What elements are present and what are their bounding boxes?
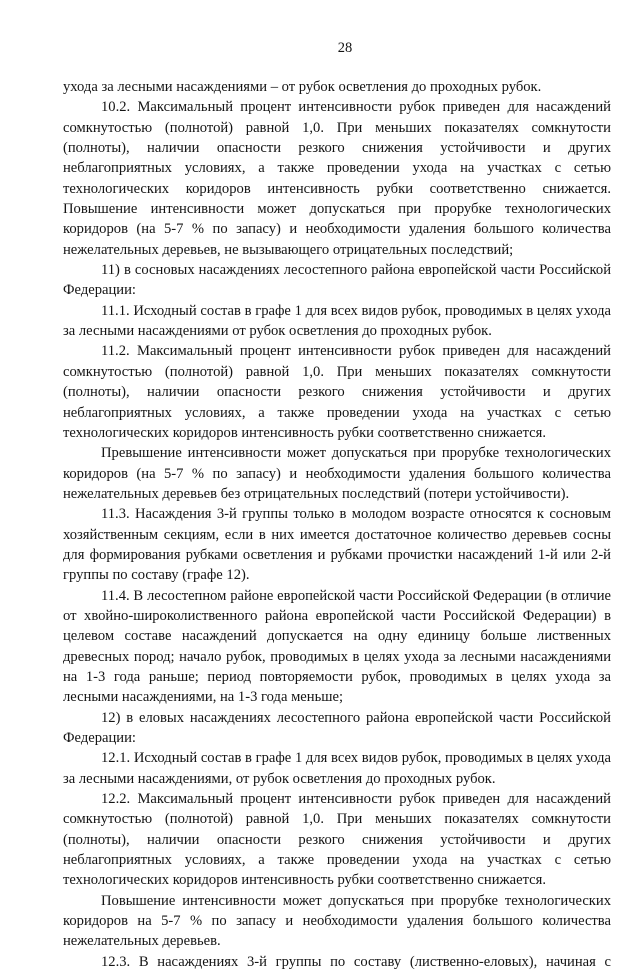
paragraph: Повышение интенсивности может допускаться при прорубке технологических коридоров на 5-7 % по запасу и необходимости удаления большого количества нежелательных деревьев.: [63, 892, 611, 950]
paragraph: Превышение интенсивности может допускаться при прорубке технологических коридоров (на 5-7 % по запасу) и необходимости удаления большого количества нежелательных деревьев без отрицательных последствий (потери устойчивости).: [63, 445, 611, 502]
paragraph: 11) в сосновых насаждениях лесостепного района европейской части Российской Федерации:: [63, 262, 611, 299]
paragraph: 11.2. Максимальный процент интенсивности рубок приведен для насаждений сомкнутостью (полнотой) равной 1,0. При меньших показателях сомкнутости (полноты), наличии опасности резкого снижения устойчивости и других неблагоприятных условиях, а также проведении ухода на участках с сетью технологических коридоров интенсивность рубки соответственно снижается.: [63, 343, 611, 441]
document-body: [63, 77, 611, 972]
paragraph: 12.1. Исходный состав в графе 1 для всех видов рубок, проводимых в целях ухода за лесными насаждениями, от рубок осветления до проходных рубок.: [63, 750, 611, 787]
paragraph: 11.3. Насаждения 3-й группы только в молодом возрасте относятся к сосновым хозяйственным секциям, если в них имеется достаточное количество деревьев сосны для формирования рубками осветления и рубками прочистки насаждений 1-й или 2-й группы по составу (графе 12).: [63, 506, 611, 584]
paragraph: 11.1. Исходный состав в графе 1 для всех видов рубок, проводимых в целях ухода за лесными насаждениями от рубок осветления до проходных рубок.: [63, 302, 611, 340]
paragraph: 12.2. Максимальный процент интенсивности рубок приведен для насаждений сомкнутостью (полнотой) равной 1,0. При меньших показателях сомкнутости (полноты), наличии опасности резкого снижения устойчивости и других неблагоприятных условиях, а также проведении ухода на участках с сетью технологических коридоров интенсивность рубки соответственно снижается.: [63, 791, 611, 889]
paragraph: 11.4. В лесостепном районе европейской части Российской Федерации (в отличие от хвойно-широколиственного района европейской части Российской Федерации) в целевом составе насаждений допускается на одну единицу больше лиственных древесных пород; начало рубок, проводимых в целях ухода за лесными насаждениями на 1-3 года раньше; период повторяемости рубок, проводимых в целях ухода за лесными насаждениями, на 1-3 года меньше;: [63, 587, 611, 706]
page-number: 28: [337, 40, 353, 56]
paragraph: ухода за лесными насаждениями – от рубок осветления до проходных рубок.: [63, 79, 542, 95]
paragraph: 12.3. В насаждениях 3-й группы по составу (лиственно-еловых), начиная с: [101, 953, 611, 970]
paragraph: 12) в еловых насаждениях лесостепного района европейской части Российской Федерации:: [63, 709, 611, 746]
paragraph: 10.2. Максимальный процент интенсивности рубок приведен для насаждений сомкнутостью (полнотой) равной 1,0. При меньших показателях сомкнутости (полноты), наличии опасности резкого снижения устойчивости и других неблагоприятных условиях, а также проведении ухода на участках с сетью технологических коридоров интенсивность рубки соответственно снижается. Повышение интенсивности может допускаться при прорубке технологических коридоров (на 5-7 % по запасу) и необходимости удаления большого количества нежелательных деревьев, не вызывающего отрицательных последствий;: [63, 99, 611, 258]
